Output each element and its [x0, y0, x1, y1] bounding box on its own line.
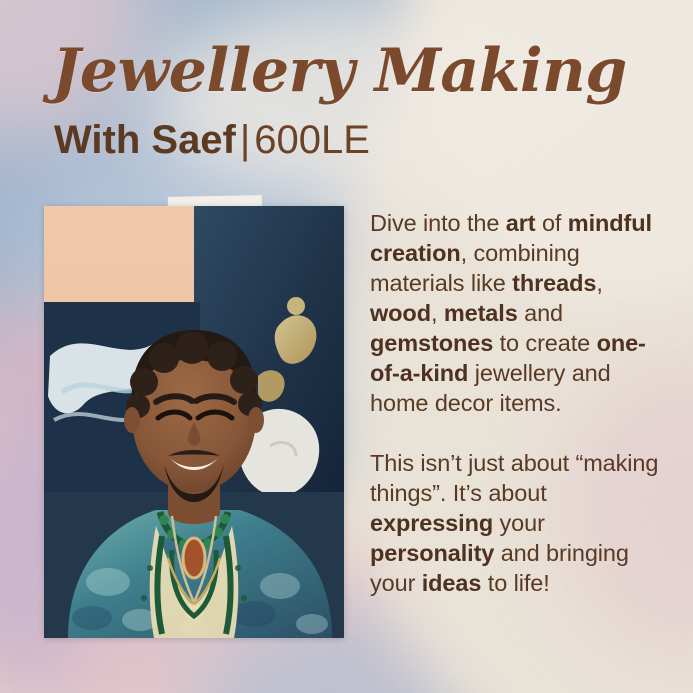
emphasised-text: art — [505, 210, 536, 236]
emphasised-text: personality — [370, 540, 495, 566]
poster-body-copy — [370, 208, 662, 598]
poster-title: Jewellery Making — [52, 36, 627, 106]
emphasised-text: mindful creation — [370, 210, 652, 266]
emphasised-text: metals — [443, 300, 518, 326]
instructor-name: With Saef — [54, 118, 236, 162]
body-text: This isn’t just about “making things”. It’s about — [370, 450, 659, 506]
emphasised-text: ideas — [421, 570, 482, 596]
body-text: of — [535, 210, 568, 236]
body-text: and — [517, 300, 564, 326]
body-paragraph-2 — [370, 448, 662, 598]
paragraph-spacer — [370, 418, 662, 448]
body-text: your — [493, 510, 545, 536]
body-text: , combining materials like — [370, 240, 580, 296]
instructor-photo — [44, 206, 344, 638]
emphasised-text: gemstones — [370, 330, 494, 356]
body-text: , — [430, 300, 444, 326]
body-text: , — [596, 270, 603, 296]
emphasised-text: expressing — [370, 510, 494, 536]
emphasised-text: threads — [512, 270, 597, 296]
body-text: jewellery and home decor items. — [370, 360, 611, 416]
body-text: Dive into the — [370, 210, 506, 236]
poster-subtitle — [54, 118, 370, 163]
course-price: 600LE — [254, 118, 370, 162]
body-text: and bringing your — [370, 540, 629, 596]
emphasised-text: wood — [370, 300, 431, 326]
body-paragraph-1 — [370, 208, 662, 418]
subtitle-divider: | — [239, 118, 251, 162]
emphasised-text: one-of-a-kind — [370, 330, 646, 386]
body-text: to life! — [481, 570, 550, 596]
body-text: to create — [493, 330, 597, 356]
